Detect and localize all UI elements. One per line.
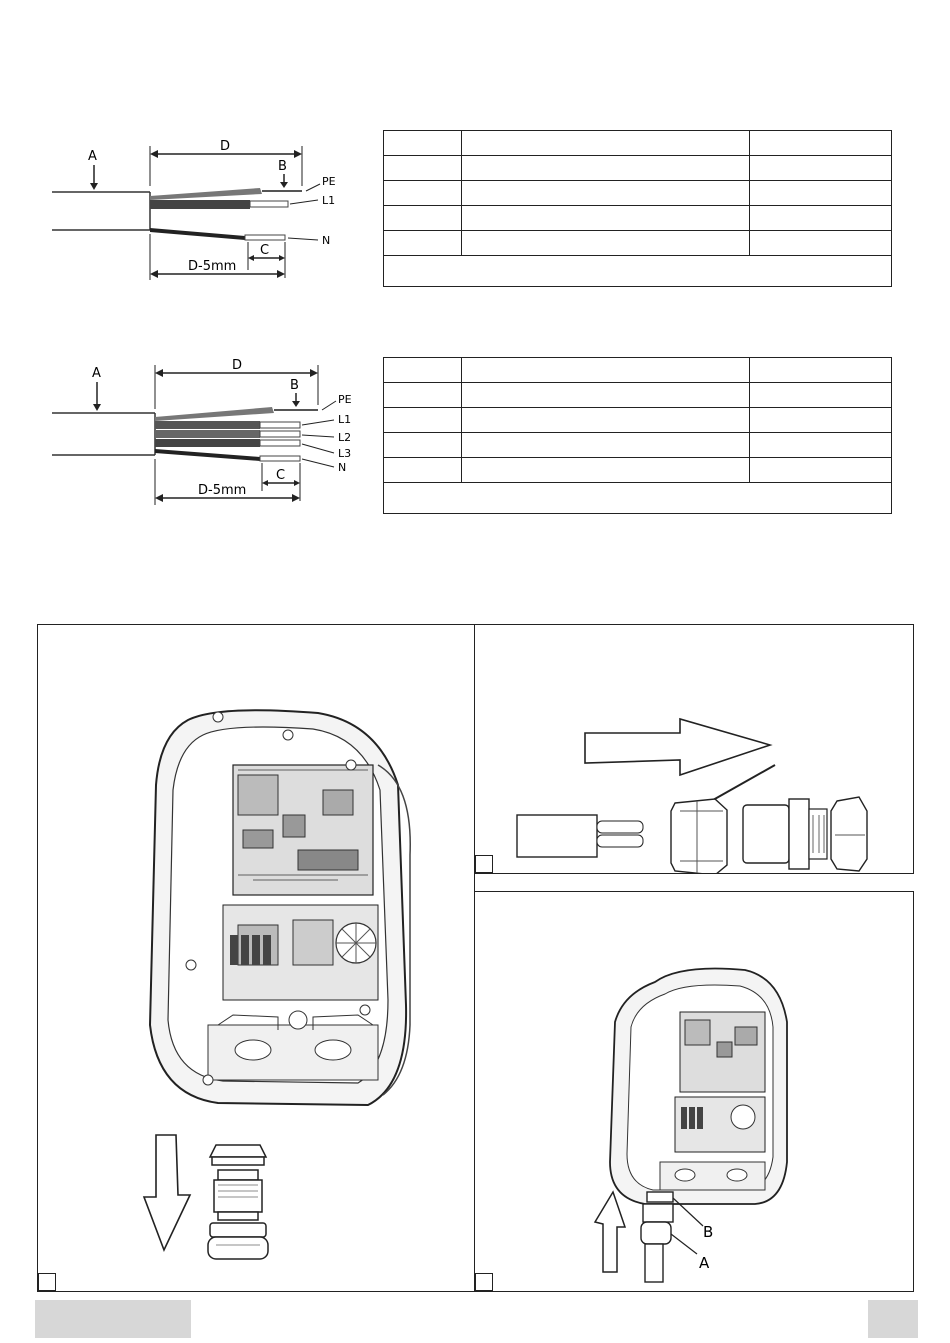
table-row <box>384 206 892 231</box>
table-row <box>384 131 892 156</box>
single-phase-strip-diagram <box>40 130 370 290</box>
table-row <box>384 458 892 483</box>
svg-text:D-5mm: D-5mm <box>198 483 247 498</box>
label-c: C <box>260 243 270 258</box>
step-number-box <box>38 1273 56 1291</box>
svg-text:D: D <box>232 358 243 373</box>
label-d-5mm: D-5mm <box>188 259 237 274</box>
table-row <box>384 358 892 383</box>
gland-parts-illustration <box>475 625 913 873</box>
svg-text:B: B <box>290 378 299 393</box>
svg-text:L1: L1 <box>322 194 336 207</box>
table-row <box>384 181 892 206</box>
table-row <box>384 408 892 433</box>
single-phase-spec-table <box>383 130 892 287</box>
label-b: B <box>278 159 287 174</box>
table-row <box>384 231 892 256</box>
table-row <box>384 483 892 514</box>
svg-text:L2: L2 <box>338 431 352 444</box>
table-row <box>384 156 892 181</box>
label-a: A <box>88 149 97 164</box>
charger-open-illustration <box>38 625 474 1291</box>
svg-text:C: C <box>276 468 286 483</box>
footer-page-box <box>868 1300 918 1338</box>
panel-gland-parts <box>474 624 914 874</box>
step-number-box <box>475 1273 493 1291</box>
svg-text:L3: L3 <box>338 447 352 460</box>
footer-left-bar <box>35 1300 191 1338</box>
svg-text:A: A <box>92 366 101 381</box>
table-row <box>384 256 892 287</box>
label-a: A <box>699 1254 710 1272</box>
label-b: B <box>703 1223 714 1241</box>
table-row <box>384 383 892 408</box>
svg-text:N: N <box>322 234 331 247</box>
svg-text:N: N <box>338 461 347 474</box>
svg-text:PE: PE <box>322 175 336 188</box>
three-phase-strip-diagram <box>40 355 370 515</box>
charger-cable-illustration <box>475 892 913 1291</box>
table-row <box>384 433 892 458</box>
svg-text:PE: PE <box>338 393 352 406</box>
three-phase-spec-table <box>383 357 892 514</box>
svg-text:L1: L1 <box>338 413 352 426</box>
panel-insert-cable <box>474 891 914 1292</box>
label-d: D <box>220 139 231 154</box>
panel-remove-gland <box>37 624 475 1292</box>
step-number-box <box>475 855 493 873</box>
